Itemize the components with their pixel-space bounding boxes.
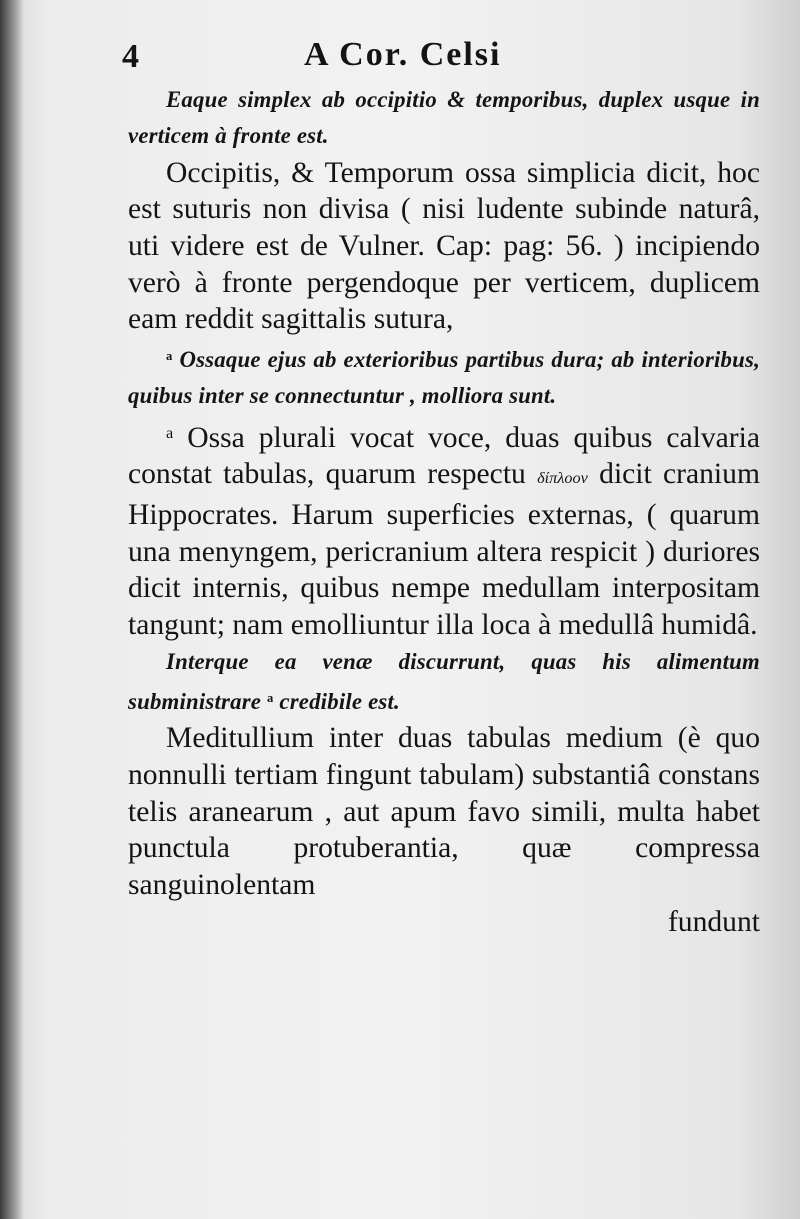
lemma-1-text: Eaque simplex ab occipitio & temporibus, duplex usque in verticem à fronte est. [128,87,760,149]
note-mark: a [166,422,174,442]
lemma-1 [128,82,760,155]
commentary-1-text: Occipitis, & Temporum ossa simplicia dicit, hoc est suturis non divisa ( nisi ludente subinde naturâ, uti videre est de Vulner. Cap: pag: 56. ) incipiendo verò à fronte pergendoque per verticem, duplicem eam reddit sagittalis sutura, [128,156,760,336]
text-body [128,82,760,940]
catchword: fundunt [667,905,760,938]
commentary-paragraph-1 [128,155,760,339]
note-mark: a [166,349,173,364]
commentary-2-text-a: Ossa plurali vocat voce, duas quibus calvaria constat tabulas, quarum respectu [128,421,760,491]
commentary-paragraph-2 [128,415,760,644]
lemma-3-text-b: credibile est. [279,688,400,714]
running-head [122,38,762,82]
commentary-paragraph-3 [128,720,760,904]
running-title: A Cor. Celsi [304,36,502,73]
commentary-3-text: Meditullium inter duas tabulas medium (è quo nonnulli tertiam fingunt tabulam) substantiâ constans telis aranearum , aut apum favo simili, multa habet punctula protuberantia, quæ compressa sanguinolentam [128,722,760,902]
page-number: 4 [122,38,139,75]
lemma-2-text: Ossaque ejus ab exterioribus partibus dura; ab interioribus, quibus inter se connectuntur , molliora sunt. [128,347,760,409]
commentary-2-text-b: dicit cranium Hippocrates. Harum superficies externas, ( quarum una menyngem, pericranium altera respicit ) duriores dicit internis, quibus nempe medullam interpositam tangunt; nam emolliuntur illa loca à medullâ humidâ. [128,458,760,642]
lemma-3-text-a: Interque ea venæ discurrunt, quas his alimentum subministrare [128,648,760,714]
lemma-3 [128,644,760,720]
note-mark: a [267,691,274,706]
greek-word: δίπλοον [537,468,588,488]
lemma-2 [128,338,760,414]
